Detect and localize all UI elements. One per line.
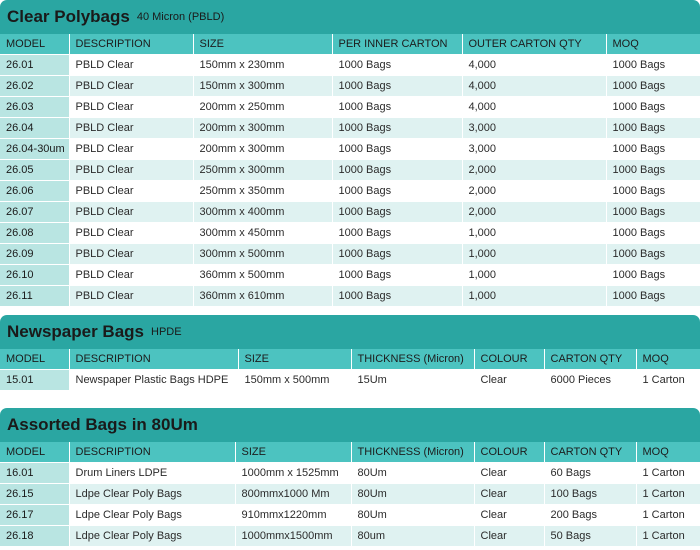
table-row xyxy=(0,97,700,118)
column-header: CARTON QTY xyxy=(544,442,636,463)
column-header: SIZE xyxy=(238,349,351,370)
cell-moq: 1 Carton xyxy=(636,526,700,547)
cell-inner-carton: 1000 Bags xyxy=(332,223,462,244)
table-header-row xyxy=(0,349,700,370)
cell-model: 26.18 xyxy=(0,526,69,547)
cell-moq: 1 Carton xyxy=(636,505,700,526)
column-header: THICKNESS (Micron) xyxy=(351,349,474,370)
cell-description: Ldpe Clear Poly Bags xyxy=(69,484,235,505)
cell-size: 250mm x 350mm xyxy=(193,181,332,202)
column-header: MOQ xyxy=(636,442,700,463)
cell-thickness: 80Um xyxy=(351,484,474,505)
cell-model: 26.01 xyxy=(0,55,69,76)
table-row xyxy=(0,202,700,223)
column-header: COLOUR xyxy=(474,442,544,463)
cell-description: PBLD Clear xyxy=(69,118,193,139)
cell-model: 26.04 xyxy=(0,118,69,139)
cell-moq: 1000 Bags xyxy=(606,76,700,97)
cell-moq: 1000 Bags xyxy=(606,223,700,244)
column-header: DESCRIPTION xyxy=(69,442,235,463)
cell-inner-carton: 1000 Bags xyxy=(332,286,462,307)
cell-size: 360mm x 500mm xyxy=(193,265,332,286)
table-row xyxy=(0,118,700,139)
cell-inner-carton: 1000 Bags xyxy=(332,202,462,223)
cell-description: PBLD Clear xyxy=(69,265,193,286)
table-row xyxy=(0,160,700,181)
section-title: Assorted Bags in 80Um xyxy=(7,415,198,434)
cell-size: 910mmx1220mm xyxy=(235,505,351,526)
newspaper-bags-header xyxy=(0,315,700,349)
cell-size: 150mm x 500mm xyxy=(238,370,351,391)
column-header: CARTON QTY xyxy=(544,349,636,370)
cell-thickness: 80Um xyxy=(351,505,474,526)
table-row xyxy=(0,526,700,547)
cell-model: 15.01 xyxy=(0,370,69,391)
cell-inner-carton: 1000 Bags xyxy=(332,265,462,286)
column-header: MODEL xyxy=(0,34,69,55)
cell-colour: Clear xyxy=(474,526,544,547)
cell-inner-carton: 1000 Bags xyxy=(332,97,462,118)
table-row xyxy=(0,265,700,286)
cell-description: Ldpe Clear Poly Bags xyxy=(69,505,235,526)
cell-moq: 1000 Bags xyxy=(606,55,700,76)
cell-moq: 1000 Bags xyxy=(606,160,700,181)
section-title: Newspaper Bags xyxy=(7,322,144,341)
table-row xyxy=(0,463,700,484)
cell-colour: Clear xyxy=(474,463,544,484)
cell-outer-carton: 4,000 xyxy=(462,97,606,118)
cell-moq: 1000 Bags xyxy=(606,265,700,286)
cell-description: PBLD Clear xyxy=(69,286,193,307)
clear-polybags-table xyxy=(0,34,700,306)
cell-moq: 1000 Bags xyxy=(606,181,700,202)
cell-inner-carton: 1000 Bags xyxy=(332,181,462,202)
cell-carton-qty: 200 Bags xyxy=(544,505,636,526)
cell-model: 26.09 xyxy=(0,244,69,265)
cell-model: 26.06 xyxy=(0,181,69,202)
cell-colour: Clear xyxy=(474,505,544,526)
cell-inner-carton: 1000 Bags xyxy=(332,139,462,160)
cell-outer-carton: 1,000 xyxy=(462,265,606,286)
cell-size: 800mmx1000 Mm xyxy=(235,484,351,505)
section-subtitle: 40 Micron (PBLD) xyxy=(136,11,225,23)
newspaper-bags-table xyxy=(0,349,700,390)
cell-moq: 1000 Bags xyxy=(606,244,700,265)
cell-size: 300mm x 500mm xyxy=(193,244,332,265)
cell-model: 26.03 xyxy=(0,97,69,118)
cell-inner-carton: 1000 Bags xyxy=(332,244,462,265)
cell-model: 16.01 xyxy=(0,463,69,484)
cell-outer-carton: 3,000 xyxy=(462,118,606,139)
cell-outer-carton: 4,000 xyxy=(462,76,606,97)
cell-description: Newspaper Plastic Bags HDPE xyxy=(69,370,238,391)
cell-moq: 1000 Bags xyxy=(606,97,700,118)
cell-model: 26.04-30um xyxy=(0,139,69,160)
cell-outer-carton: 1,000 xyxy=(462,286,606,307)
column-header: MODEL xyxy=(0,349,69,370)
table-row xyxy=(0,370,700,391)
table-row xyxy=(0,181,700,202)
cell-description: PBLD Clear xyxy=(69,202,193,223)
table-row xyxy=(0,244,700,265)
section-subtitle: HPDE xyxy=(151,326,182,338)
assorted-bags-table xyxy=(0,442,700,546)
section-title: Clear Polybags xyxy=(7,7,130,26)
cell-thickness: 80um xyxy=(351,526,474,547)
table-row xyxy=(0,55,700,76)
cell-size: 360mm x 610mm xyxy=(193,286,332,307)
cell-carton-qty: 60 Bags xyxy=(544,463,636,484)
cell-description: PBLD Clear xyxy=(69,76,193,97)
cell-model: 26.11 xyxy=(0,286,69,307)
cell-model: 26.15 xyxy=(0,484,69,505)
cell-model: 26.05 xyxy=(0,160,69,181)
cell-description: PBLD Clear xyxy=(69,97,193,118)
cell-description: Ldpe Clear Poly Bags xyxy=(69,526,235,547)
cell-carton-qty: 6000 Pieces xyxy=(544,370,636,391)
cell-carton-qty: 100 Bags xyxy=(544,484,636,505)
cell-description: PBLD Clear xyxy=(69,55,193,76)
cell-colour: Clear xyxy=(474,484,544,505)
cell-inner-carton: 1000 Bags xyxy=(332,55,462,76)
cell-model: 26.10 xyxy=(0,265,69,286)
cell-description: PBLD Clear xyxy=(69,244,193,265)
cell-inner-carton: 1000 Bags xyxy=(332,160,462,181)
cell-size: 250mm x 300mm xyxy=(193,160,332,181)
cell-moq: 1000 Bags xyxy=(606,202,700,223)
column-header: SIZE xyxy=(235,442,351,463)
cell-size: 200mm x 300mm xyxy=(193,139,332,160)
column-header: COLOUR xyxy=(474,349,544,370)
cell-inner-carton: 1000 Bags xyxy=(332,76,462,97)
column-header: SIZE xyxy=(193,34,332,55)
column-header: PER INNER CARTON xyxy=(332,34,462,55)
cell-inner-carton: 1000 Bags xyxy=(332,118,462,139)
column-header: MODEL xyxy=(0,442,69,463)
cell-description: PBLD Clear xyxy=(69,139,193,160)
column-header: OUTER CARTON QTY xyxy=(462,34,606,55)
column-header: MOQ xyxy=(606,34,700,55)
table-header-row xyxy=(0,34,700,55)
cell-size: 300mm x 450mm xyxy=(193,223,332,244)
cell-outer-carton: 2,000 xyxy=(462,181,606,202)
cell-model: 26.17 xyxy=(0,505,69,526)
cell-colour: Clear xyxy=(474,370,544,391)
cell-description: PBLD Clear xyxy=(69,181,193,202)
cell-description: PBLD Clear xyxy=(69,223,193,244)
column-header: DESCRIPTION xyxy=(69,34,193,55)
cell-moq: 1 Carton xyxy=(636,370,700,391)
column-header: MOQ xyxy=(636,349,700,370)
cell-outer-carton: 2,000 xyxy=(462,160,606,181)
cell-outer-carton: 2,000 xyxy=(462,202,606,223)
cell-model: 26.02 xyxy=(0,76,69,97)
cell-size: 200mm x 300mm xyxy=(193,118,332,139)
cell-moq: 1000 Bags xyxy=(606,286,700,307)
cell-moq: 1000 Bags xyxy=(606,118,700,139)
cell-moq: 1000 Bags xyxy=(606,139,700,160)
table-row xyxy=(0,286,700,307)
cell-outer-carton: 3,000 xyxy=(462,139,606,160)
table-header-row xyxy=(0,442,700,463)
cell-carton-qty: 50 Bags xyxy=(544,526,636,547)
cell-size: 200mm x 250mm xyxy=(193,97,332,118)
table-row xyxy=(0,139,700,160)
table-row xyxy=(0,505,700,526)
cell-description: Drum Liners LDPE xyxy=(69,463,235,484)
column-header: DESCRIPTION xyxy=(69,349,238,370)
assorted-bags-section xyxy=(0,408,700,546)
cell-thickness: 80Um xyxy=(351,463,474,484)
cell-moq: 1 Carton xyxy=(636,484,700,505)
table-row xyxy=(0,484,700,505)
cell-size: 1000mm x 1525mm xyxy=(235,463,351,484)
cell-outer-carton: 4,000 xyxy=(462,55,606,76)
cell-outer-carton: 1,000 xyxy=(462,223,606,244)
cell-size: 150mm x 230mm xyxy=(193,55,332,76)
cell-size: 150mm x 300mm xyxy=(193,76,332,97)
newspaper-bags-section xyxy=(0,315,700,390)
assorted-bags-header xyxy=(0,408,700,442)
cell-model: 26.07 xyxy=(0,202,69,223)
cell-outer-carton: 1,000 xyxy=(462,244,606,265)
cell-size: 300mm x 400mm xyxy=(193,202,332,223)
cell-model: 26.08 xyxy=(0,223,69,244)
table-row xyxy=(0,223,700,244)
cell-size: 1000mmx1500mm xyxy=(235,526,351,547)
cell-description: PBLD Clear xyxy=(69,160,193,181)
table-row xyxy=(0,76,700,97)
cell-thickness: 15Um xyxy=(351,370,474,391)
cell-moq: 1 Carton xyxy=(636,463,700,484)
column-header: THICKNESS (Micron) xyxy=(351,442,474,463)
clear-polybags-header xyxy=(0,0,700,34)
